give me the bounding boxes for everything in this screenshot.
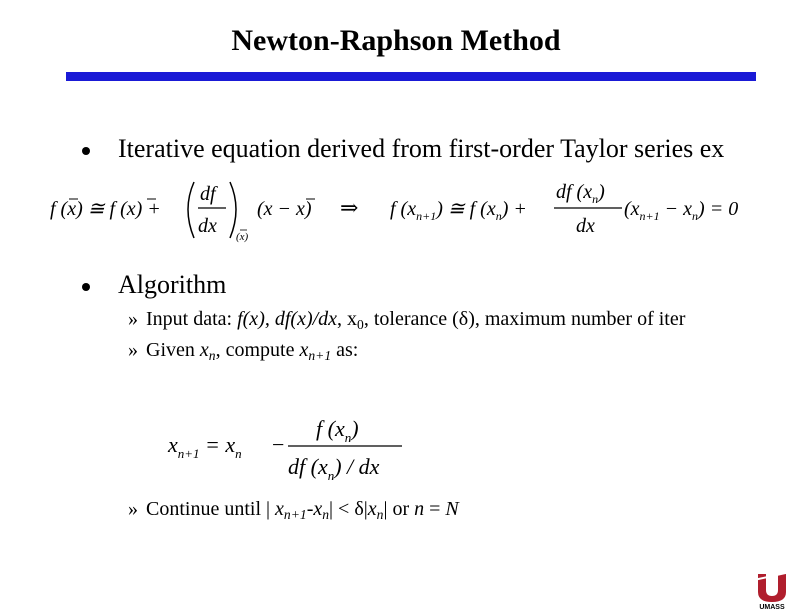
nr-numerator: f $(x_n)$ xyxy=(316,416,359,445)
taylor-equation xyxy=(44,176,764,246)
bullet-taylor: Iterative equation derived from first-order Taylor series ex xyxy=(118,134,725,163)
sub-bullet-input: » Input data: f(x), df(x)/dx, $x_0$, tolerance (δ), maximum number of iter xyxy=(128,308,686,333)
sub-bullet-marker: » xyxy=(128,498,138,520)
paren-left xyxy=(188,182,194,238)
newton-raphson-formula xyxy=(160,410,420,484)
sub-bullet-given: » Given $x_n$, compute $x_{n+1}$ as: xyxy=(128,339,359,364)
paren-right xyxy=(230,182,236,238)
deriv-den: dx xyxy=(198,215,217,237)
sub-bullet-marker: » xyxy=(128,308,138,330)
umass-logo xyxy=(752,570,792,610)
sub-bullet-marker: » xyxy=(128,339,138,361)
implies-arrow: ⇒ xyxy=(340,195,359,220)
bullet-dot-2 xyxy=(82,283,90,291)
taylor-lhs: f (x) ≅ f (x) + xyxy=(50,198,161,220)
nr-denominator: df $(x_n)$ / dx xyxy=(288,454,380,483)
taylor-term: (x − x) xyxy=(257,198,312,220)
sub-bullet-continue: » Continue until | $x_{n+1}-x_n| < \delta|x_n|$ or n = N xyxy=(128,498,459,523)
rhs-f-next: f $(x_{n+1})$ ≅ f $(x_n)$ + xyxy=(390,198,527,223)
slide-title: Newton-Raphson Method xyxy=(231,24,561,57)
bullet-dot-1 xyxy=(82,147,90,155)
nr-lhs: $x_{n+1} = x_n$ xyxy=(168,432,242,461)
title-underline xyxy=(66,72,756,81)
rhs-tail: $(x_{n+1} - x_n) = 0$ xyxy=(624,198,739,223)
bullet-algorithm: Algorithm xyxy=(118,270,227,299)
logo-text: UMASS xyxy=(759,604,785,610)
rhs-deriv-den: dx xyxy=(576,215,595,237)
deriv-num: df xyxy=(200,183,216,205)
deriv-eval-point: (x) xyxy=(236,231,249,243)
rhs-deriv-num: df $(x_n)$ xyxy=(556,181,605,206)
nr-minus: − xyxy=(272,432,285,457)
